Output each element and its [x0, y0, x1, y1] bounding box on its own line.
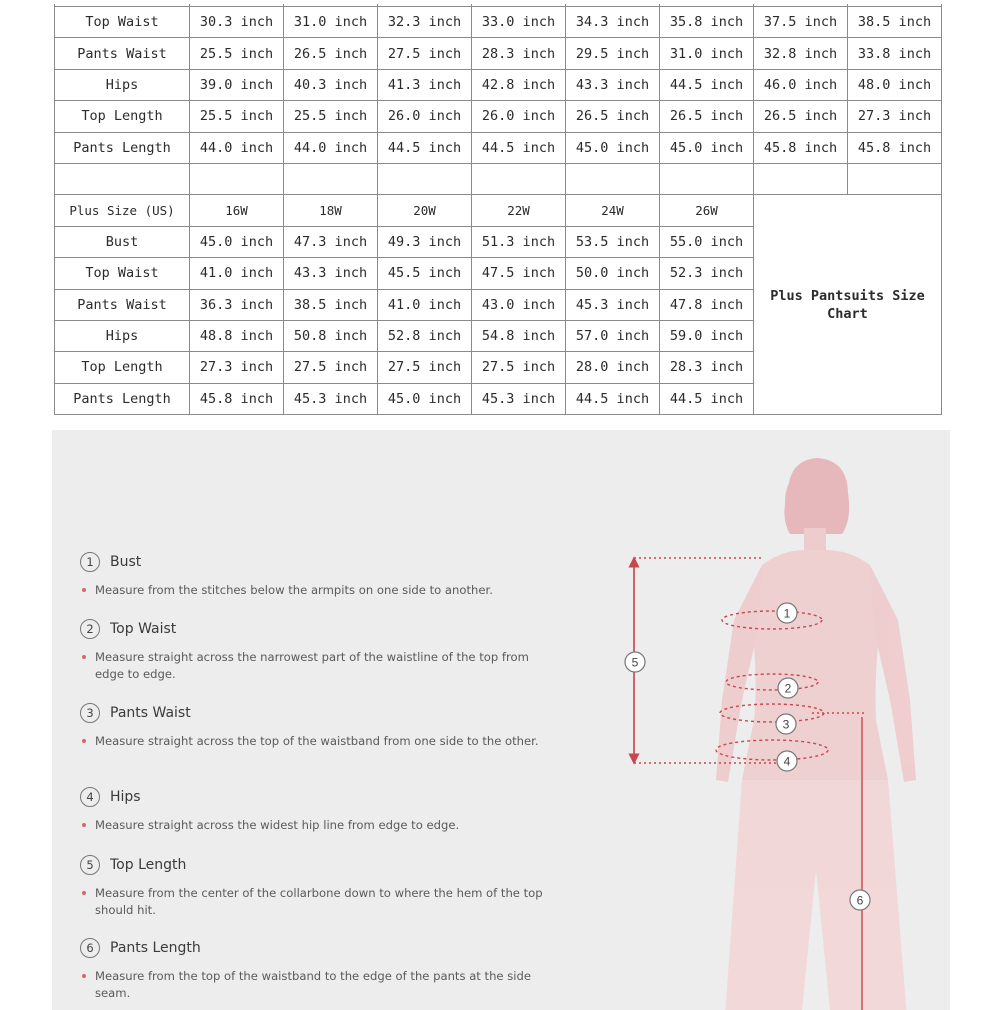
size-header: 24W	[566, 195, 660, 226]
table-cell-empty	[660, 163, 754, 194]
table-cell: 45.8 inch	[754, 132, 848, 163]
table-cell: 52.3 inch	[660, 258, 754, 289]
measurement-heading	[80, 701, 560, 725]
measurement-title: Top Waist	[110, 621, 177, 637]
table-cell: 27.5 inch	[378, 38, 472, 69]
table-cell-empty	[378, 163, 472, 194]
row-label: Pants Waist	[55, 38, 190, 69]
table-cell: 47.5 inch	[472, 258, 566, 289]
row-label: Top Waist	[55, 258, 190, 289]
table-cell: 39.0 inch	[190, 69, 284, 100]
table-cell-empty	[754, 163, 848, 194]
table-row	[55, 7, 942, 38]
table-cell: 31.0 inch	[660, 38, 754, 69]
table-cell: 38.5 inch	[848, 7, 942, 38]
table-cell: 51.3 inch	[472, 226, 566, 257]
table-cell: 43.3 inch	[284, 258, 378, 289]
table-cell: 26.0 inch	[472, 101, 566, 132]
table-cell-empty	[190, 163, 284, 194]
bullet-dot-icon	[82, 891, 86, 895]
measurement-guide	[52, 430, 950, 1010]
bullet-dot-icon	[82, 655, 86, 659]
bullet-dot-icon	[82, 588, 86, 592]
bullet-dot-icon	[82, 974, 86, 978]
table-cell: 26.5 inch	[566, 101, 660, 132]
measurement-heading	[80, 936, 560, 960]
silhouette	[716, 458, 916, 1010]
table-cell: 27.3 inch	[848, 101, 942, 132]
table-cell: 44.5 inch	[472, 132, 566, 163]
measurement-heading	[80, 785, 560, 809]
table-cell: 45.3 inch	[284, 383, 378, 414]
table-cell: 34.3 inch	[566, 7, 660, 38]
table-cell-empty	[284, 163, 378, 194]
step-number: 4	[80, 787, 100, 807]
description-text: Measure straight across the top of the waistband from one side to the other.	[95, 734, 539, 748]
table-cell: 29.5 inch	[566, 38, 660, 69]
description-text: Measure from the center of the collarbone down to where the hem of the top should hit.	[95, 886, 543, 917]
bullet-dot-icon	[82, 823, 86, 827]
measurement-item	[80, 550, 560, 599]
measurement-description	[80, 733, 560, 750]
table-cell: 53.5 inch	[566, 226, 660, 257]
plus-size-header-label: Plus Size (US)	[55, 195, 190, 226]
table-cell: 48.8 inch	[190, 320, 284, 351]
table-row	[55, 38, 942, 69]
row-label: Hips	[55, 320, 190, 351]
table-cell: 27.5 inch	[284, 352, 378, 383]
table-cell: 33.0 inch	[472, 7, 566, 38]
step-number: 1	[80, 552, 100, 572]
measurement-item	[80, 785, 560, 834]
table-cell: 45.8 inch	[190, 383, 284, 414]
row-label: Top Length	[55, 352, 190, 383]
table-cell: 44.5 inch	[378, 132, 472, 163]
step-number: 2	[80, 619, 100, 639]
table-cell-empty	[566, 163, 660, 194]
table-cell: 35.8 inch	[660, 7, 754, 38]
row-label: Hips	[55, 69, 190, 100]
table-cell: 26.5 inch	[754, 101, 848, 132]
table-cell: 47.3 inch	[284, 226, 378, 257]
table-cell: 41.3 inch	[378, 69, 472, 100]
table-cell: 41.0 inch	[378, 289, 472, 320]
table-cell: 44.0 inch	[284, 132, 378, 163]
table-cell: 27.3 inch	[190, 352, 284, 383]
svg-text:2: 2	[784, 681, 792, 696]
measurement-item	[80, 853, 560, 918]
step-number: 5	[80, 855, 100, 875]
row-label: Bust	[55, 226, 190, 257]
measurement-heading	[80, 550, 560, 574]
table-cell: 43.0 inch	[472, 289, 566, 320]
table-cell: 50.8 inch	[284, 320, 378, 351]
svg-text:4: 4	[783, 754, 791, 769]
table-cell: 44.5 inch	[660, 69, 754, 100]
body-figure-illustration	[612, 450, 942, 1010]
description-text: Measure from the stitches below the armpits on one side to another.	[95, 583, 493, 597]
table-cell: 45.5 inch	[378, 258, 472, 289]
table-cell-empty	[472, 163, 566, 194]
table-cell: 45.3 inch	[566, 289, 660, 320]
plus-size-header-row	[55, 195, 942, 226]
measurement-item	[80, 936, 560, 1001]
row-label: Top Length	[55, 101, 190, 132]
table-cell: 48.0 inch	[848, 69, 942, 100]
table-cell: 45.0 inch	[566, 132, 660, 163]
table-cell: 45.0 inch	[660, 132, 754, 163]
svg-text:1: 1	[783, 606, 791, 621]
table-row	[55, 132, 942, 163]
table-cell: 25.5 inch	[190, 101, 284, 132]
table-cell: 30.3 inch	[190, 7, 284, 38]
step-number: 3	[80, 703, 100, 723]
table-cell: 27.5 inch	[472, 352, 566, 383]
table-cell: 44.5 inch	[660, 383, 754, 414]
table-cell: 45.0 inch	[190, 226, 284, 257]
marker-6	[850, 890, 870, 910]
measurement-item	[80, 701, 560, 750]
table-cell: 25.5 inch	[284, 101, 378, 132]
table-cell: 28.3 inch	[660, 352, 754, 383]
marker-2	[778, 678, 798, 698]
description-text: Measure straight across the widest hip line from edge to edge.	[95, 818, 460, 832]
table-cell: 25.5 inch	[190, 38, 284, 69]
table-cell: 31.0 inch	[284, 7, 378, 38]
table-cell: 33.8 inch	[848, 38, 942, 69]
measurement-description	[80, 885, 560, 918]
table-cell: 26.5 inch	[284, 38, 378, 69]
row-label: Pants Length	[55, 383, 190, 414]
measurement-title: Top Length	[110, 857, 187, 873]
table-cell: 28.3 inch	[472, 38, 566, 69]
size-header: 20W	[378, 195, 472, 226]
table-cell: 54.8 inch	[472, 320, 566, 351]
table-cell: 57.0 inch	[566, 320, 660, 351]
table-cell: 47.8 inch	[660, 289, 754, 320]
size-header: 26W	[660, 195, 754, 226]
table-cell: 44.5 inch	[566, 383, 660, 414]
size-header: 22W	[472, 195, 566, 226]
table-cell: 50.0 inch	[566, 258, 660, 289]
description-text: Measure straight across the narrowest part of the waistline of the top from edge to edge.	[95, 650, 529, 681]
table-cell: 44.0 inch	[190, 132, 284, 163]
table-cell: 52.8 inch	[378, 320, 472, 351]
svg-text:5: 5	[631, 655, 639, 670]
row-label: Top Waist	[55, 7, 190, 38]
measurement-description	[80, 582, 560, 599]
bullet-dot-icon	[82, 739, 86, 743]
table-cell: 45.0 inch	[378, 383, 472, 414]
measurement-description	[80, 817, 560, 834]
row-label: Pants Waist	[55, 289, 190, 320]
measurement-title: Pants Waist	[110, 705, 191, 721]
table-cell: 36.3 inch	[190, 289, 284, 320]
table-cell-empty	[55, 163, 190, 194]
table-cell: 42.8 inch	[472, 69, 566, 100]
table-cell: 28.0 inch	[566, 352, 660, 383]
measurement-title: Hips	[110, 789, 141, 805]
table-cell: 32.8 inch	[754, 38, 848, 69]
size-chart-table	[54, 4, 942, 415]
table-cell: 45.8 inch	[848, 132, 942, 163]
table-cell: 43.3 inch	[566, 69, 660, 100]
measurement-description	[80, 968, 560, 1001]
table-cell: 26.0 inch	[378, 101, 472, 132]
table-cell: 59.0 inch	[660, 320, 754, 351]
size-header: 18W	[284, 195, 378, 226]
table-row	[55, 69, 942, 100]
marker-1	[777, 603, 797, 623]
table-row	[55, 101, 942, 132]
marker-5	[625, 652, 645, 672]
table-cell: 45.3 inch	[472, 383, 566, 414]
table-cell: 55.0 inch	[660, 226, 754, 257]
table-cell: 41.0 inch	[190, 258, 284, 289]
marker-3	[776, 714, 796, 734]
measurement-title: Bust	[110, 554, 142, 570]
description-text: Measure from the top of the waistband to the edge of the pants at the side seam.	[95, 969, 532, 1000]
table-cell-empty	[848, 163, 942, 194]
table-cell: 26.5 inch	[660, 101, 754, 132]
marker-4	[777, 751, 797, 771]
table-cell: 49.3 inch	[378, 226, 472, 257]
measurement-title: Pants Length	[110, 940, 201, 956]
plus-size-chart-note: Plus Pantsuits Size Chart	[754, 195, 942, 415]
table-cell: 46.0 inch	[754, 69, 848, 100]
step-number: 6	[80, 938, 100, 958]
table-cell: 38.5 inch	[284, 289, 378, 320]
table-row-blank	[55, 163, 942, 194]
svg-text:6: 6	[856, 893, 864, 908]
table-cell: 37.5 inch	[754, 7, 848, 38]
measurement-description	[80, 649, 560, 682]
table-cell: 27.5 inch	[378, 352, 472, 383]
table-cell: 32.3 inch	[378, 7, 472, 38]
row-label: Pants Length	[55, 132, 190, 163]
svg-text:3: 3	[782, 717, 790, 732]
measurement-heading	[80, 617, 560, 641]
size-header: 16W	[190, 195, 284, 226]
measurement-heading	[80, 853, 560, 877]
table-cell: 40.3 inch	[284, 69, 378, 100]
measurement-item	[80, 617, 560, 682]
